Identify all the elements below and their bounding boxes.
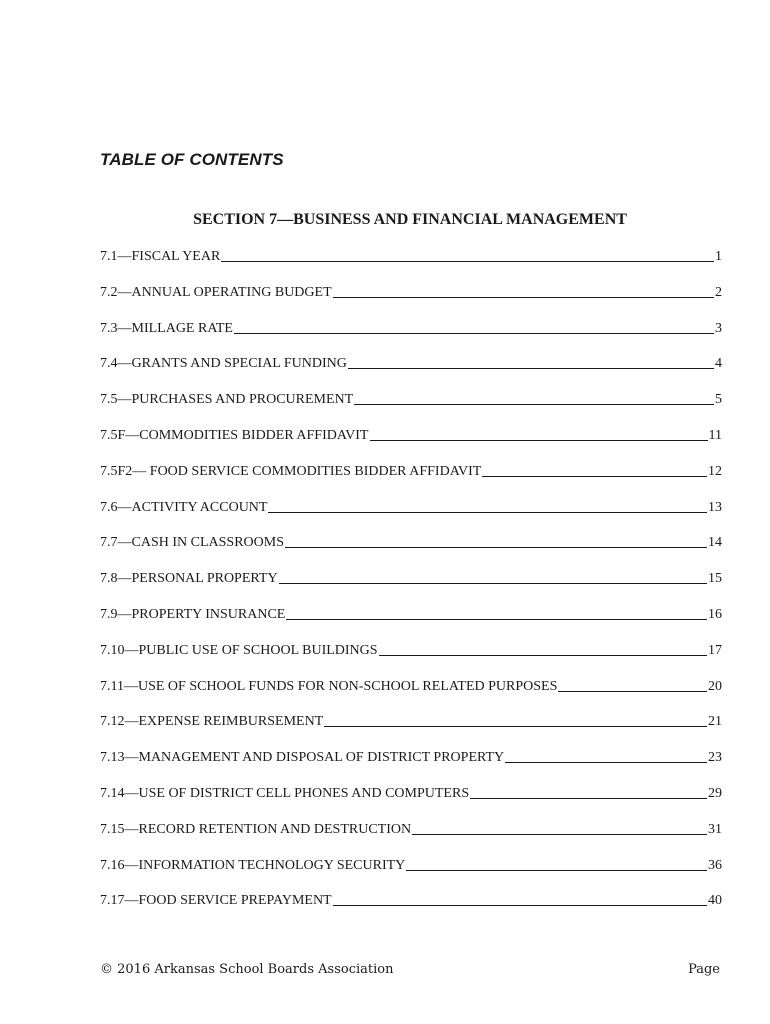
- toc-entry-page: 12: [708, 463, 722, 479]
- toc-entry-title: 7.5—PURCHASES AND PROCUREMENT: [100, 392, 354, 408]
- toc-entry[interactable]: [100, 392, 722, 428]
- toc-heading: TABLE OF CONTENTS: [100, 150, 284, 169]
- toc-entry-page: 23: [708, 750, 722, 766]
- toc-entry-title: 7.1—FISCAL YEAR: [100, 249, 221, 264]
- toc-entry[interactable]: [100, 679, 722, 715]
- page-footer: [100, 962, 720, 977]
- toc-entry-page: 2: [715, 284, 722, 300]
- toc-entry-page: 20: [708, 678, 722, 694]
- toc-leader: [221, 260, 714, 262]
- toc-entry-title: 7.4—GRANTS AND SPECIAL FUNDING: [100, 356, 347, 372]
- toc-entry-page: 5: [715, 392, 722, 408]
- toc-entry-title: 7.14—USE OF DISTRICT CELL PHONES AND COMPUTERS: [100, 785, 470, 801]
- toc-entry-page: 16: [708, 606, 722, 622]
- toc-entry[interactable]: [100, 571, 722, 607]
- toc-leader: [505, 761, 707, 763]
- toc-entry-title: 7.15—RECORD RETENTION AND DESTRUCTION: [100, 821, 412, 837]
- toc-entry-title: 7.8—PERSONAL PROPERTY: [100, 571, 278, 587]
- toc-entry-title: 7.12—EXPENSE REIMBURSEMENT: [100, 714, 324, 730]
- toc-leader: [379, 654, 707, 656]
- toc-leader: [268, 511, 707, 513]
- toc-entry-title: 7.2—ANNUAL OPERATING BUDGET: [100, 284, 332, 300]
- toc-leader: [324, 725, 707, 727]
- toc-entry[interactable]: [100, 535, 722, 571]
- toc-entry[interactable]: [100, 428, 722, 464]
- toc-entry[interactable]: [100, 893, 722, 929]
- toc-entry-page: 1: [715, 249, 722, 264]
- toc-leader: [470, 797, 707, 799]
- toc-entry[interactable]: [100, 321, 722, 357]
- toc-leader: [333, 296, 714, 298]
- toc-entry[interactable]: [100, 607, 722, 643]
- toc-entry-page: 31: [708, 821, 722, 837]
- toc-leader: [279, 582, 707, 584]
- footer-page-label: Page: [688, 962, 720, 977]
- toc-entry-title: 7.16—INFORMATION TECHNOLOGY SECURITY: [100, 857, 406, 873]
- toc-entry[interactable]: [100, 500, 722, 536]
- toc-entry-page: 3: [715, 320, 722, 336]
- toc-entry-page: 29: [708, 785, 722, 801]
- toc-entry-page: 4: [715, 356, 722, 372]
- toc-leader: [333, 904, 707, 906]
- toc-entry[interactable]: [100, 249, 722, 285]
- toc-entry[interactable]: [100, 285, 722, 321]
- toc-entry-page: 14: [708, 535, 722, 551]
- toc-leader: [482, 475, 707, 477]
- toc-entry[interactable]: [100, 643, 722, 679]
- toc-leader: [234, 332, 714, 334]
- toc-entry[interactable]: [100, 750, 722, 786]
- toc-entry-title: 7.7—CASH IN CLASSROOMS: [100, 535, 284, 551]
- toc-entry-page: 13: [708, 499, 722, 515]
- toc-leader: [370, 439, 708, 441]
- toc-entry[interactable]: [100, 714, 722, 750]
- toc-entry-page: 17: [708, 642, 722, 658]
- toc-entry-title: 7.6—ACTIVITY ACCOUNT: [100, 499, 268, 515]
- toc-leader: [558, 690, 707, 692]
- toc-entry[interactable]: [100, 356, 722, 392]
- toc-list: [100, 249, 722, 929]
- toc-entry-title: 7.13—MANAGEMENT AND DISPOSAL OF DISTRICT PROPERTY: [100, 750, 505, 766]
- toc-leader: [286, 618, 707, 620]
- toc-entry-title: 7.5F2— FOOD SERVICE COMMODITIES BIDDER AFFIDAVIT: [100, 463, 482, 479]
- footer-copyright: © 2016 Arkansas School Boards Association: [100, 962, 394, 977]
- toc-entry-page: 40: [708, 893, 722, 909]
- toc-leader: [285, 546, 707, 548]
- toc-entry[interactable]: [100, 822, 722, 858]
- toc-leader: [412, 833, 707, 835]
- toc-entry-page: 11: [708, 427, 722, 443]
- toc-entry-page: 21: [708, 714, 722, 730]
- toc-entry[interactable]: [100, 786, 722, 822]
- toc-entry-title: 7.11—USE OF SCHOOL FUNDS FOR NON-SCHOOL RELATED PURPOSES: [100, 678, 558, 694]
- toc-entry-page: 36: [708, 857, 722, 873]
- toc-entry-title: 7.5F—COMMODITIES BIDDER AFFIDAVIT: [100, 427, 369, 443]
- toc-entry[interactable]: [100, 858, 722, 894]
- toc-entry-title: 7.9—PROPERTY INSURANCE: [100, 606, 286, 622]
- section-title: SECTION 7—BUSINESS AND FINANCIAL MANAGEMENT: [193, 211, 627, 228]
- toc-entry-title: 7.17—FOOD SERVICE PREPAYMENT: [100, 893, 332, 909]
- toc-entry-title: 7.3—MILLAGE RATE: [100, 320, 233, 336]
- toc-entry[interactable]: [100, 464, 722, 500]
- toc-entry-title: 7.10—PUBLIC USE OF SCHOOL BUILDINGS: [100, 642, 378, 658]
- toc-entry-page: 15: [708, 571, 722, 587]
- toc-leader: [348, 367, 714, 369]
- toc-leader: [406, 869, 707, 871]
- toc-leader: [354, 403, 714, 405]
